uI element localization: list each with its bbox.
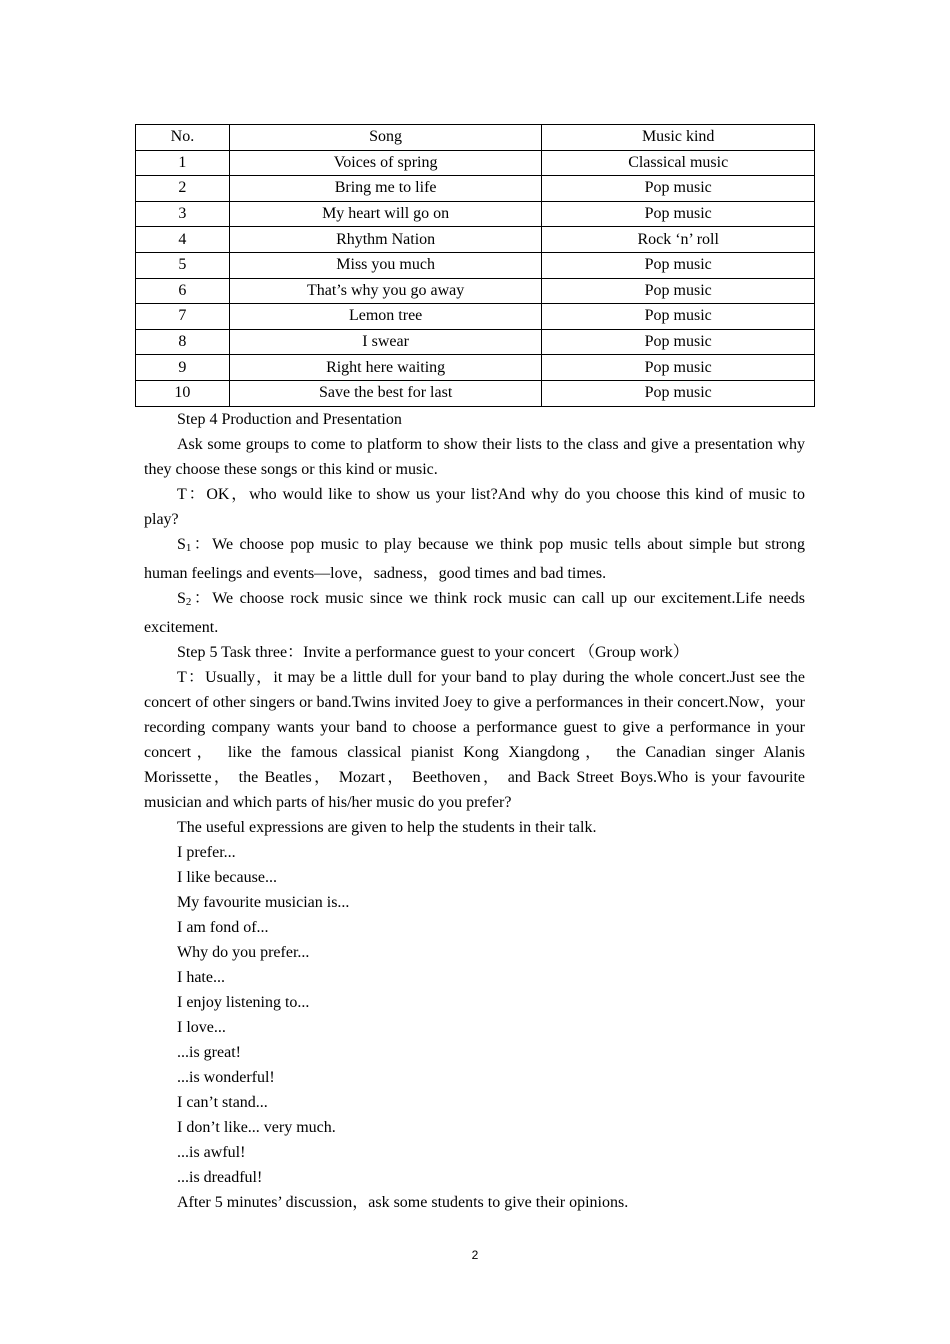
expression-item: Why do you prefer... — [177, 944, 310, 961]
cell-song: Voices of spring — [229, 150, 542, 176]
expression-item: I enjoy listening to... — [177, 994, 310, 1011]
cell-kind: Rock ‘n’ roll — [542, 227, 815, 253]
cell-no: 9 — [136, 355, 230, 381]
table-row — [136, 227, 815, 253]
expression-item: I hate... — [177, 969, 225, 986]
teacher-line-1: T：OK，who would like to show us your list?And why do you choose this kind of music to play? — [144, 486, 805, 528]
table-row — [136, 278, 815, 304]
expression-item: ...is great! — [177, 1044, 241, 1061]
expression-item: I love... — [177, 1019, 226, 1036]
table-row — [136, 176, 815, 202]
cell-song: Rhythm Nation — [229, 227, 542, 253]
cell-kind: Pop music — [542, 304, 815, 330]
s2-subscript: 2 — [185, 596, 192, 608]
cell-kind: Classical music — [542, 150, 815, 176]
step4-heading: Step 4 Production and Presentation — [177, 411, 402, 428]
expression-item: ...is wonderful! — [177, 1069, 275, 1086]
cell-no: 6 — [136, 278, 230, 304]
cell-kind: Pop music — [542, 252, 815, 278]
step5-heading: Step 5 Task three：Invite a performance guest to your concert （Group work） — [177, 644, 689, 661]
table-header-row — [136, 125, 815, 151]
cell-song: That’s why you go away — [229, 278, 542, 304]
cell-no: 2 — [136, 176, 230, 202]
cell-kind: Pop music — [542, 278, 815, 304]
useful-expressions-intro: The useful expressions are given to help the students in their talk. — [177, 819, 597, 836]
student-2-line — [144, 586, 805, 640]
table-row — [136, 150, 815, 176]
cell-kind: Pop music — [542, 355, 815, 381]
cell-no: 4 — [136, 227, 230, 253]
s2-label: S — [177, 590, 186, 607]
cell-kind: Pop music — [542, 329, 815, 355]
header-music-kind: Music kind — [542, 125, 815, 151]
document-body — [144, 407, 805, 1215]
cell-no: 3 — [136, 201, 230, 227]
table-row — [136, 355, 815, 381]
cell-no: 7 — [136, 304, 230, 330]
teacher-line-2: T：Usually，it may be a little dull for your band to play during the whole concert.Just see the concert of other singers or band.Twins invited Joey to give a performances in their concert.Now，your recording company wants your band to choose a performance guest to give a performance in your concert， like the famous classical pianist Kong Xiangdong， the Canadian singer Alanis Morissette， the Beatles， Mozart， Beethoven， and Back Street Boys.Who is your favourite musician and which parts of his/her music do you prefer? — [144, 669, 805, 811]
closing-line: After 5 minutes’ discussion，ask some students to give their opinions. — [177, 1194, 629, 1211]
table-row — [136, 380, 815, 406]
expression-item: I like because... — [177, 869, 277, 886]
cell-kind: Pop music — [542, 201, 815, 227]
s1-label: S — [177, 536, 186, 553]
cell-song: Right here waiting — [229, 355, 542, 381]
page-number: 2 — [471, 1248, 479, 1262]
expression-item: My favourite musician is... — [177, 894, 350, 911]
song-table — [135, 124, 815, 407]
cell-song: Lemon tree — [229, 304, 542, 330]
table-row — [136, 252, 815, 278]
student-1-line — [144, 532, 805, 586]
cell-kind: Pop music — [542, 176, 815, 202]
s1-text: ：We choose pop music to play because we think pop music tells about simple but strong human feelings and events—love，sadness，good times and bad times. — [144, 536, 805, 582]
expression-item: I don’t like... very much. — [177, 1119, 336, 1136]
cell-song: Save the best for last — [229, 380, 542, 406]
header-no: No. — [136, 125, 230, 151]
cell-song: Miss you much — [229, 252, 542, 278]
step4-description: Ask some groups to come to platform to show their lists to the class and give a presentation why they choose these songs or this kind or music. — [144, 436, 805, 478]
s2-text: ：We choose rock music since we think rock music can call up our excitement.Life needs excitement. — [144, 590, 805, 636]
expression-item: I can’t stand... — [177, 1094, 268, 1111]
cell-song: I swear — [229, 329, 542, 355]
table-row — [136, 329, 815, 355]
cell-no: 8 — [136, 329, 230, 355]
table-row — [136, 201, 815, 227]
cell-song: My heart will go on — [229, 201, 542, 227]
header-song: Song — [229, 125, 542, 151]
cell-no: 10 — [136, 380, 230, 406]
s1-subscript: 1 — [185, 542, 192, 554]
cell-kind: Pop music — [542, 380, 815, 406]
cell-no: 1 — [136, 150, 230, 176]
expression-item: I prefer... — [177, 844, 236, 861]
cell-no: 5 — [136, 252, 230, 278]
expression-item: ...is awful! — [177, 1144, 246, 1161]
cell-song: Bring me to life — [229, 176, 542, 202]
expression-item: ...is dreadful! — [177, 1169, 263, 1186]
table-row — [136, 304, 815, 330]
expression-item: I am fond of... — [177, 919, 269, 936]
